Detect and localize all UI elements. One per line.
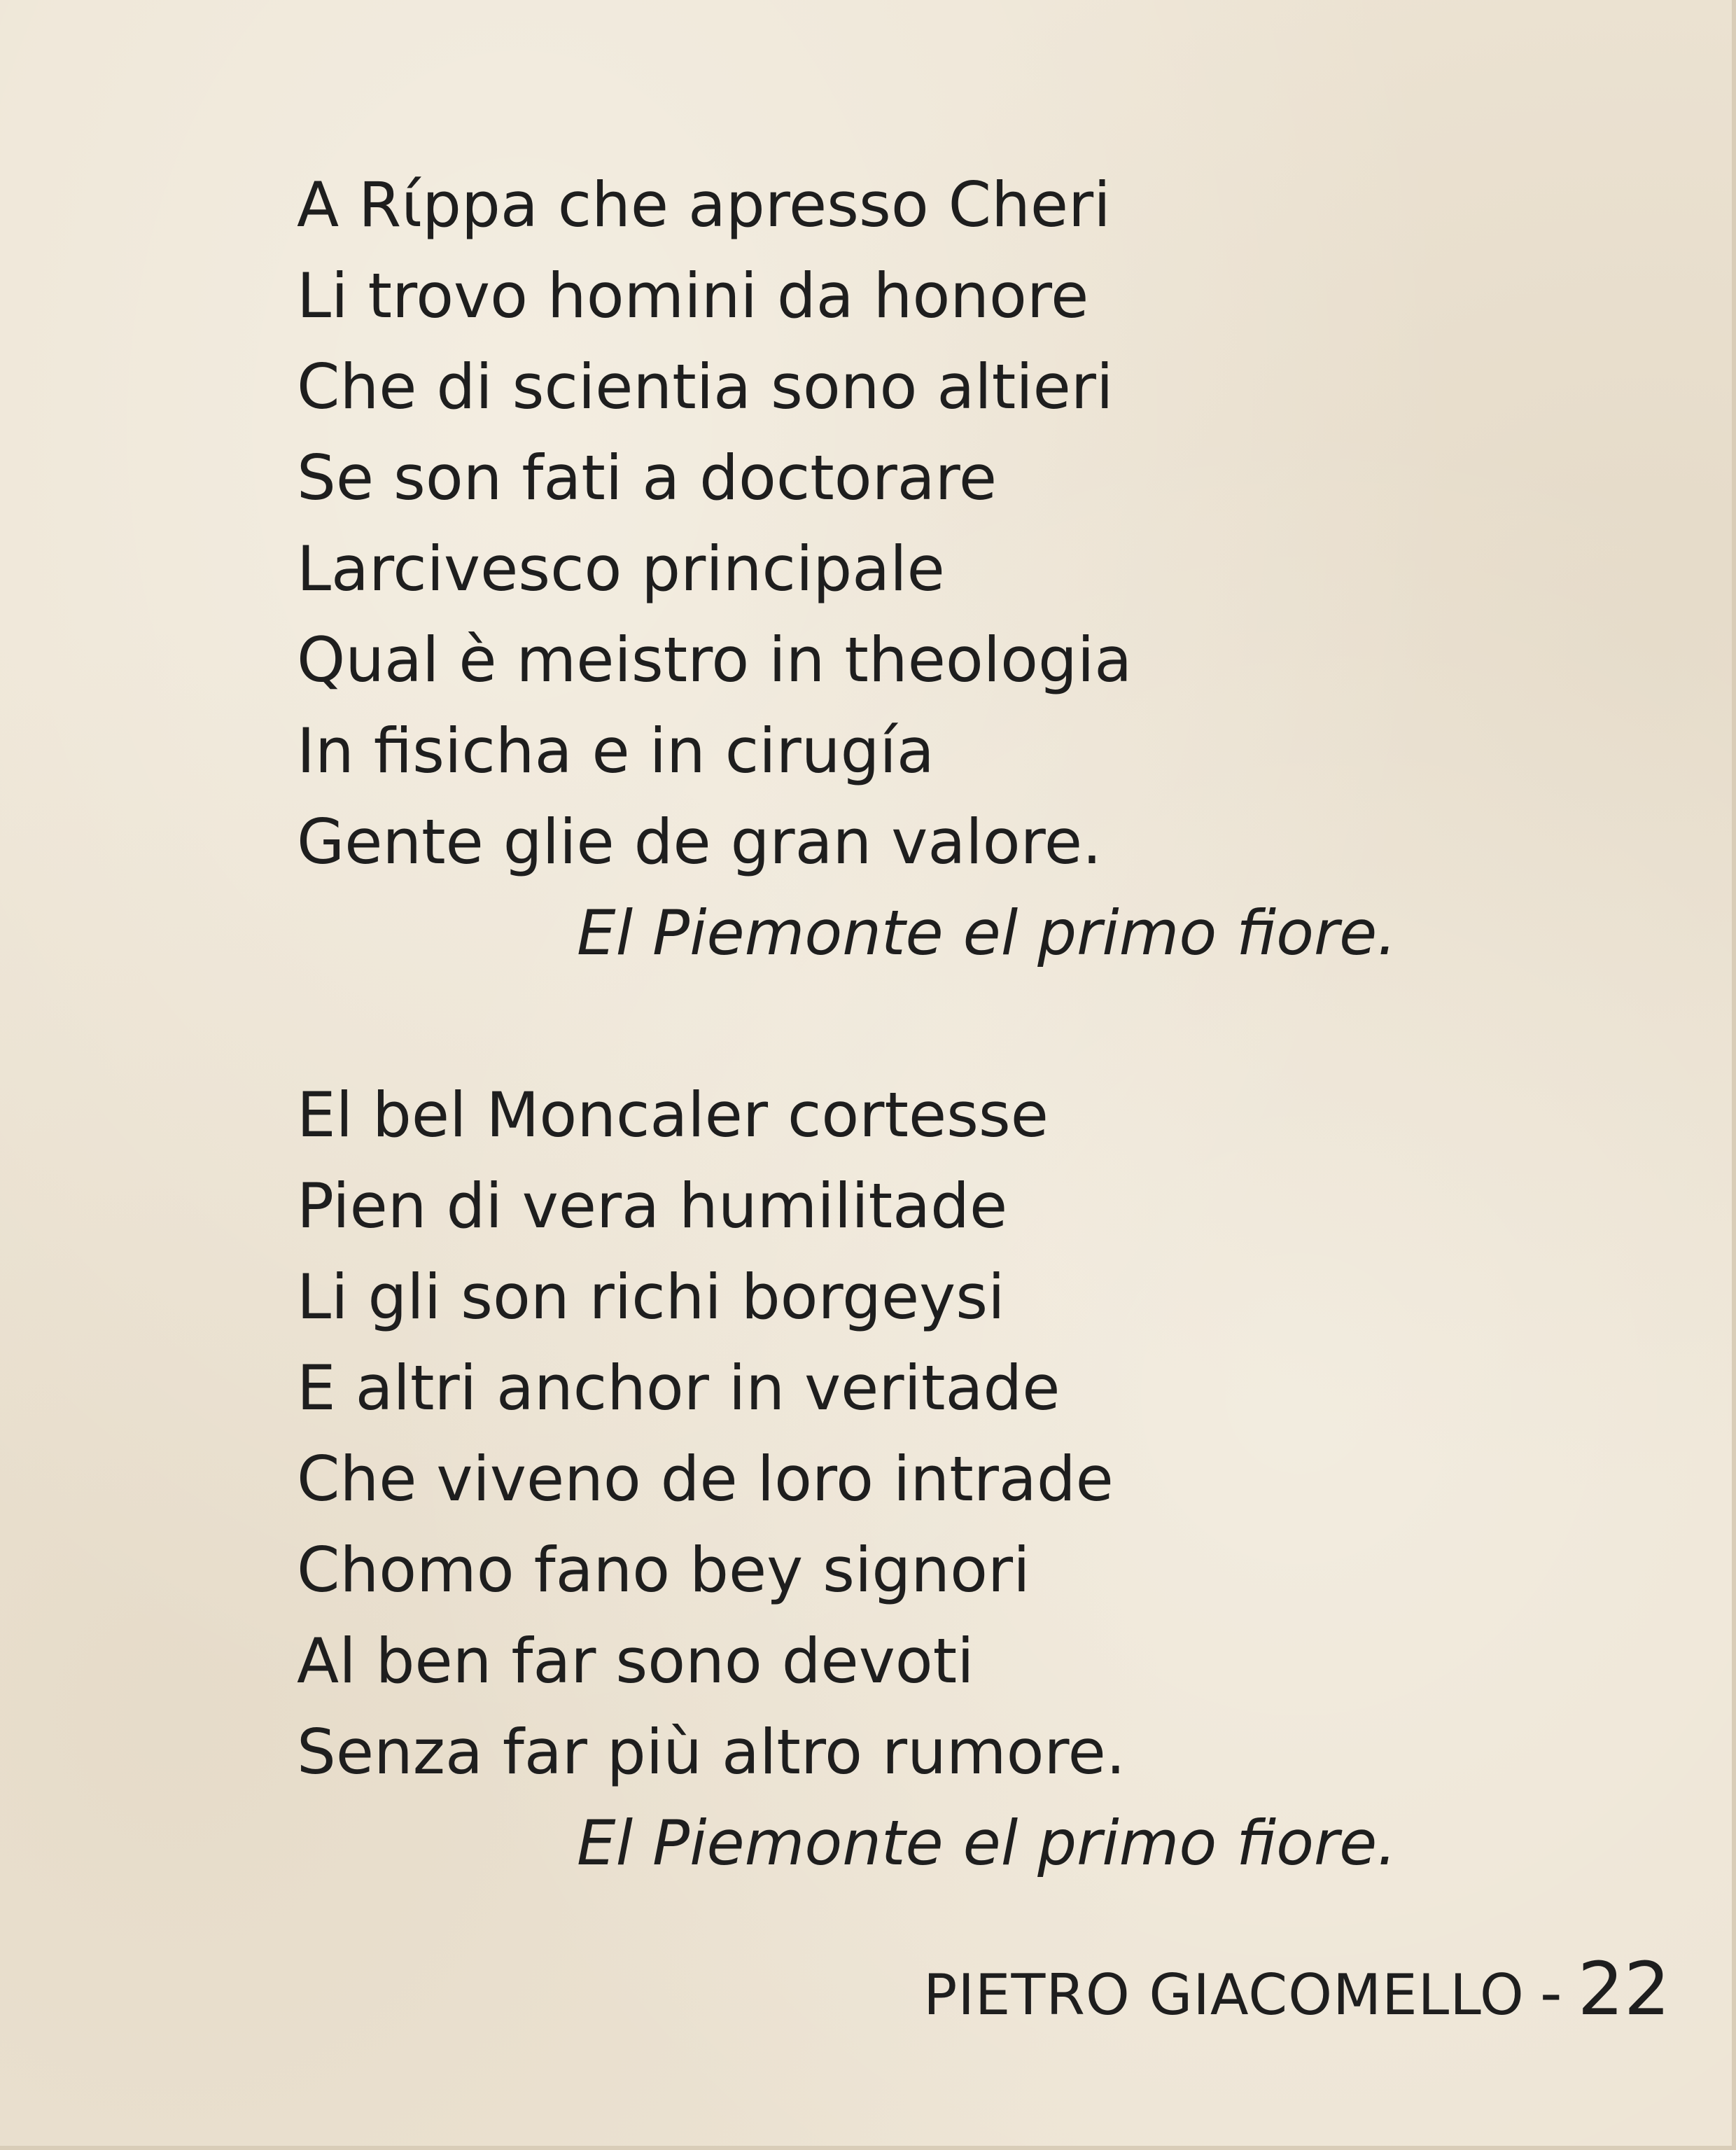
stanza-2 bbox=[297, 1070, 1396, 1889]
verse-line: Che di scientia sono altieri bbox=[297, 351, 1114, 423]
verse-line: Pien di vera humilitade bbox=[297, 1170, 1008, 1242]
verse-line: Larcivesco principale bbox=[297, 533, 945, 605]
footer-separator: - bbox=[1539, 1957, 1562, 2029]
verse-line: A Rίppa che apresso Cheri bbox=[297, 169, 1111, 241]
verse-line: Chomo fano bey signori bbox=[297, 1534, 1030, 1606]
verse-line: Li trovo homini da honore bbox=[297, 260, 1089, 332]
verse-line: Senza far più altro rumore. bbox=[297, 1716, 1126, 1788]
page-number: 22 bbox=[1577, 1946, 1670, 2032]
verse-line: Che viveno de loro intrade bbox=[297, 1443, 1114, 1515]
verse-line: E altri anchor in veritade bbox=[297, 1352, 1060, 1424]
verse-line: Se son fati a doctorare bbox=[297, 442, 997, 514]
verse-line: Gente glie de gran valore. bbox=[297, 806, 1102, 878]
stanza-1 bbox=[297, 160, 1396, 979]
refrain-line: El Piemonte el primo fiore. bbox=[577, 1807, 1397, 1879]
refrain-line: El Piemonte el primo fiore. bbox=[577, 897, 1397, 969]
verse-line: Al ben far sono devoti bbox=[297, 1625, 974, 1697]
author-name: PIETRO GIACOMELLO bbox=[923, 1962, 1525, 2027]
verse-line: In fisicha e in cirugía bbox=[297, 715, 934, 787]
verse-line: El bel Moncaler cortesse bbox=[297, 1079, 1049, 1151]
page-footer bbox=[923, 1946, 1670, 2032]
verse-line: Qual è meistro in theologia bbox=[297, 624, 1133, 696]
verse-line: Li gli son richi borgeysi bbox=[297, 1261, 1005, 1333]
